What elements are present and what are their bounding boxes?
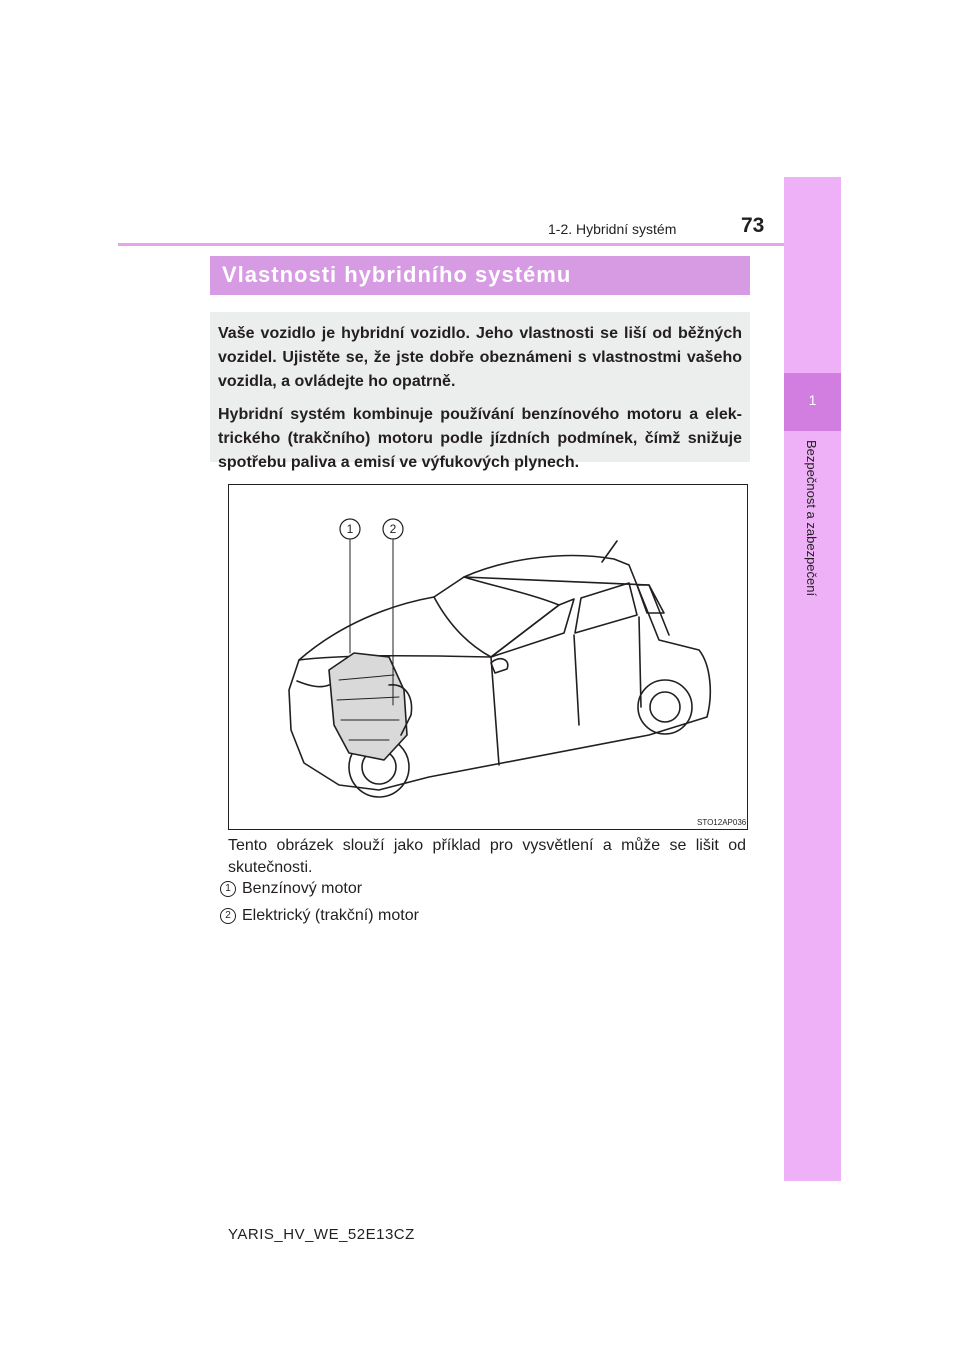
- section-title: 1-2. Hybridní systém: [548, 221, 677, 237]
- engine-block: [329, 653, 407, 760]
- page-number: 73: [741, 214, 765, 237]
- callout-1-label: 1: [346, 522, 354, 536]
- intro-paragraph: Vaše vozidlo je hybridní vozidlo. Jeho vlastnosti se liší od běžných vozidel. Ujistěte se, že jste dobře obeznámeni s vlastnostmi vašeho vozidla, a ovládejte ho opatrně.: [218, 325, 742, 390]
- front-window: [491, 599, 574, 657]
- callout-2: [383, 519, 403, 539]
- side-tab: [784, 177, 841, 1181]
- car-drawing: [229, 485, 747, 829]
- callout-2-label: 2: [389, 522, 397, 536]
- legend-label: Elektrický (trakční) motor: [242, 907, 419, 924]
- intro-box: [210, 312, 750, 471]
- windshield: [434, 577, 559, 657]
- header-rule: [118, 243, 784, 246]
- car-illustration: [228, 484, 748, 830]
- page-title: Vlastnosti hybridního systému: [222, 262, 572, 287]
- side-tab-label: Bezpečnost a zabezpečení: [804, 440, 819, 597]
- side-tab-number: 1: [808, 392, 817, 408]
- legend-item: [220, 880, 362, 898]
- callout-1: [340, 519, 360, 539]
- rear-window: [575, 583, 637, 633]
- rear-hub: [650, 692, 680, 722]
- legend-number: 2: [220, 908, 236, 924]
- headlight: [297, 681, 329, 687]
- legend-label: Benzínový motor: [242, 880, 363, 897]
- door-line-rear: [574, 635, 579, 725]
- legend-number: 1: [220, 881, 236, 897]
- figure-caption: Tento obrázek slouží jako příklad pro vysvětlení a může se lišit od skutečnosti.: [228, 837, 746, 876]
- intro-paragraph: Hybridní systém kombinuje používání benzínového motoru a elektrického (trakčního) motoru podle jízdních podmínek, čímž snižuje spotřebu paliva a emisí ve výfukových plynech.: [218, 406, 742, 471]
- quarter-window: [637, 585, 664, 613]
- hood-line: [299, 656, 491, 660]
- legend-item: [220, 907, 419, 925]
- document-code: YARIS_HV_WE_52E13CZ: [228, 1226, 415, 1243]
- side-mirror: [491, 659, 508, 673]
- figure-code: STO12AP036: [697, 818, 747, 827]
- rear-wheel: [638, 680, 692, 734]
